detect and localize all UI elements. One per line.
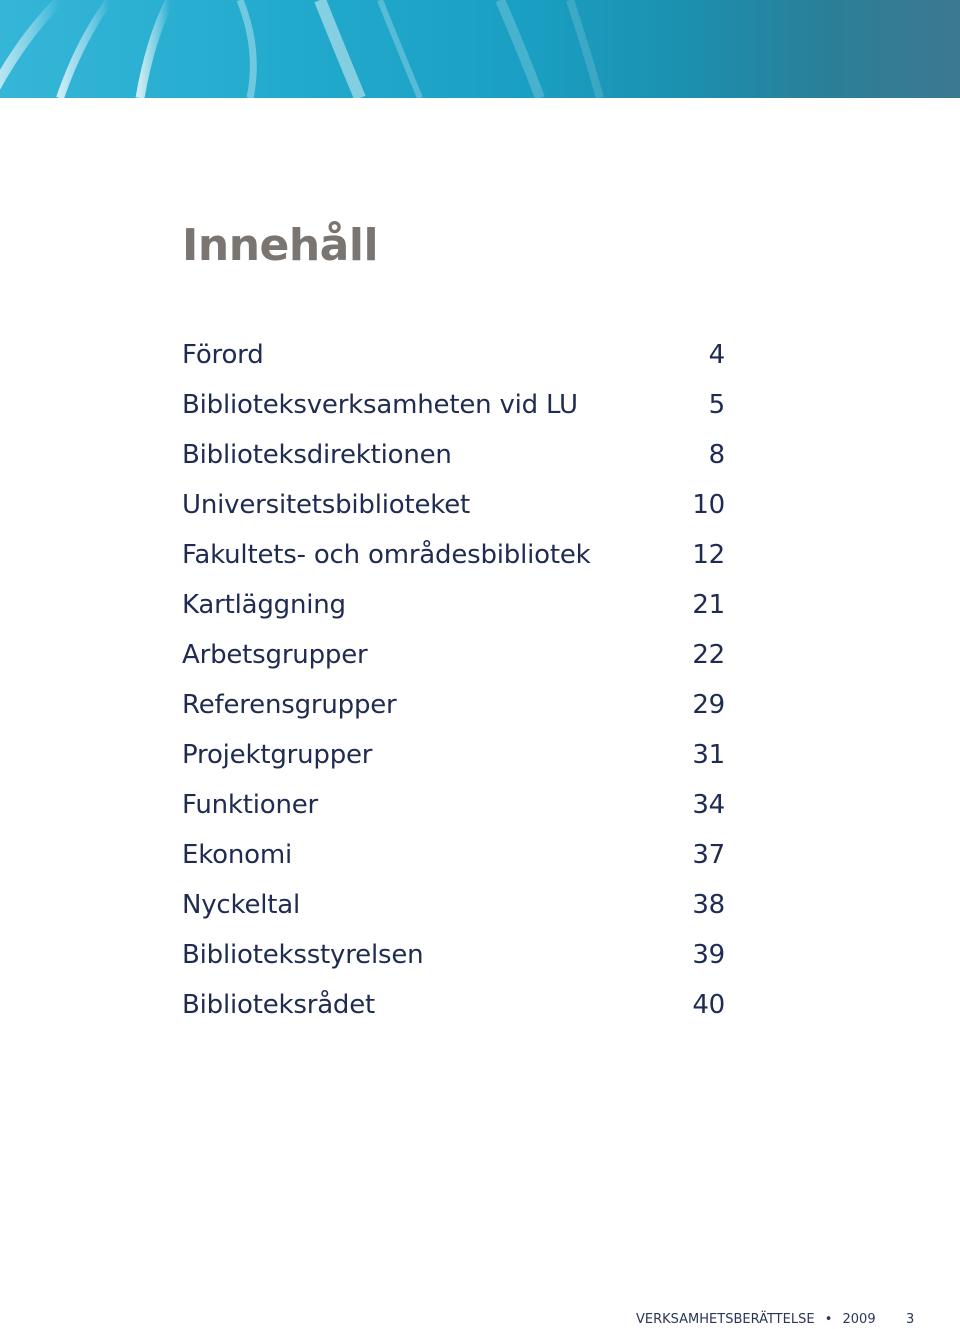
toc-entry [182, 330, 725, 380]
toc-entry-label: Referensgrupper [182, 690, 397, 720]
toc-entry [182, 480, 725, 530]
toc-entry [182, 380, 725, 430]
toc-entry-label: Nyckeltal [182, 890, 301, 920]
toc-entry-page: 31 [692, 740, 725, 770]
toc-entry-page: 21 [692, 590, 725, 620]
toc-entry-page: 4 [708, 340, 725, 370]
toc-entry-label: Projektgrupper [182, 740, 373, 770]
toc-entry [182, 730, 725, 780]
footer-year: 2009 [842, 1312, 876, 1327]
toc-entry-page: 38 [692, 890, 725, 920]
toc-entry-page: 39 [692, 940, 725, 970]
toc-entry-page: 8 [708, 440, 725, 470]
toc-entry [182, 930, 725, 980]
toc-entry-label: Biblioteksdirektionen [182, 440, 452, 470]
toc-entry [182, 680, 725, 730]
toc-entry-label: Kartläggning [182, 590, 346, 620]
toc-entry-page: 29 [692, 690, 725, 720]
toc-entry-page: 12 [692, 540, 725, 570]
toc-entry-label: Ekonomi [182, 840, 293, 870]
toc-entry-label: Biblioteksstyrelsen [182, 940, 424, 970]
toc-entry-label: Biblioteksrådet [182, 990, 376, 1020]
toc-entry-page: 34 [692, 790, 725, 820]
toc-entry-label: Arbetsgrupper [182, 640, 368, 670]
toc-entry-page: 10 [692, 490, 725, 520]
toc-entry [182, 880, 725, 930]
toc-entry [182, 580, 725, 630]
table-of-contents [182, 330, 725, 1030]
toc-entry [182, 980, 725, 1030]
toc-entry [182, 830, 725, 880]
page-title: Innehåll [182, 220, 379, 271]
footer-bullet: • [824, 1312, 833, 1327]
banner-swirl-graphic [0, 0, 960, 98]
toc-entry [182, 430, 725, 480]
footer-publication: VERKSAMHETSBERÄTTELSE [636, 1312, 815, 1327]
page-footer [636, 1311, 916, 1329]
footer-page-number: 3 [906, 1312, 915, 1327]
header-banner [0, 0, 960, 98]
toc-entry [182, 630, 725, 680]
toc-entry-page: 5 [708, 390, 725, 420]
toc-entry-label: Biblioteksverksamheten vid LU [182, 390, 578, 420]
toc-entry-page: 40 [692, 990, 725, 1020]
toc-entry-label: Funktioner [182, 790, 319, 820]
toc-entry-page: 22 [692, 640, 725, 670]
toc-entry-page: 37 [692, 840, 725, 870]
toc-entry-label: Universitetsbiblioteket [182, 490, 471, 520]
toc-entry-label: Förord [182, 340, 264, 370]
toc-entry [182, 530, 725, 580]
toc-entry-label: Fakultets- och områdesbibliotek [182, 540, 591, 570]
toc-entry [182, 780, 725, 830]
